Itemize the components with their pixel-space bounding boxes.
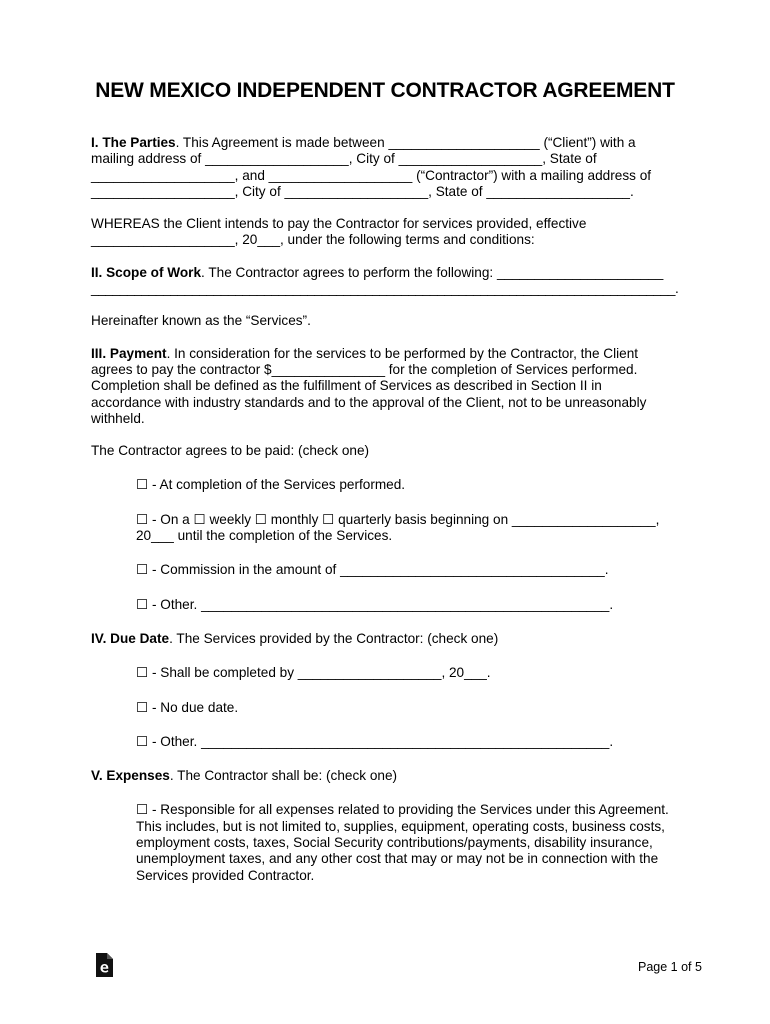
scope-line-2: _________________________________________________________________________________.: [91, 281, 679, 297]
parties-heading: I. The Parties: [91, 135, 176, 150]
scope-heading: II. Scope of Work: [91, 264, 202, 280]
due-date-heading: IV. Due Date: [91, 630, 170, 646]
due-date-option-other[interactable]: ☐ - Other. ______________________________________________________.: [136, 733, 614, 749]
payment-text-1: . In consideration for the services to be performed by the Contractor, the Client: [166, 345, 639, 361]
parties-line-4: ___________________, City of ___________________, State of ___________________.: [91, 183, 634, 199]
due-date-option-none[interactable]: ☐ - No due date.: [136, 699, 239, 715]
scope-text-1: . The Contractor agrees to perform the following: ______________________: [201, 264, 664, 280]
whereas-line-1: WHEREAS the Client intends to pay the Contractor for services provided, effective: [91, 216, 587, 232]
parties-text-1: . This Agreement is made between ____________________ (“Client”) with a: [175, 135, 636, 150]
hereinafter-text: Hereinafter known as the “Services”.: [91, 313, 311, 329]
payment-option-completion[interactable]: ☐ - At completion of the Services performed.: [136, 477, 406, 493]
due-date-text: . The Services provided by the Contractor: (check one): [169, 630, 499, 646]
eforms-logo-icon: [94, 953, 114, 977]
parties-line-3: ___________________, and ___________________ (“Contractor”) with a mailing address of: [91, 167, 652, 183]
payment-option-other[interactable]: ☐ - Other. ______________________________________________________.: [136, 596, 614, 612]
parties-section: [91, 135, 691, 200]
payment-line-5: withheld.: [91, 410, 145, 426]
expenses-line-1: ☐ - Responsible for all expenses related to providing the Services under this Agreement.: [136, 802, 669, 818]
payment-line-1: [91, 346, 691, 362]
payment-option-commission[interactable]: ☐ - Commission in the amount of ___________________________________.: [136, 562, 609, 578]
expenses-line-2: This includes, but is not limited to, supplies, equipment, operating costs, business costs,: [136, 818, 665, 834]
payment-option-periodic-line-1: ☐ - On a ☐ weekly ☐ monthly ☐ quarterly basis beginning on ___________________,: [136, 511, 660, 527]
payment-check-intro: The Contractor agrees to be paid: (check one): [91, 443, 370, 459]
payment-option-periodic-line-2: 20___ until the completion of the Services.: [136, 528, 393, 544]
expenses-line-4: unemployment taxes, and any other cost that may or may not be in connection with the: [136, 851, 659, 867]
parties-line-1: [91, 135, 691, 151]
parties-line-2: mailing address of ___________________, City of ___________________, State of: [91, 151, 597, 167]
expenses-line-5: Services provided Contractor.: [136, 867, 315, 883]
page-number: Page 1 of 5: [638, 960, 702, 974]
expenses-intro: [91, 768, 691, 784]
payment-line-3: Completion shall be defined as the fulfillment of Services as described in Section II in: [91, 378, 602, 394]
whereas-line-2: ___________________, 20___, under the following terms and conditions:: [91, 232, 535, 248]
document-title: NEW MEXICO INDEPENDENT CONTRACTOR AGREEMENT: [95, 79, 675, 102]
payment-line-4: accordance with industry standards and to the approval of the Client, not to be unreasonably: [91, 394, 647, 410]
expenses-option-responsible[interactable]: [136, 802, 691, 883]
whereas-section: [91, 216, 691, 249]
payment-option-periodic[interactable]: [136, 512, 691, 545]
scope-line-1: [91, 265, 691, 281]
expenses-heading: V. Expenses: [91, 768, 170, 784]
scope-section: [91, 265, 691, 298]
document-body: [91, 135, 691, 884]
expenses-line-3: employment costs, taxes, Social Security contributions/payments, disability insurance,: [136, 835, 653, 851]
payment-section: [91, 346, 691, 427]
payment-line-2: agrees to pay the contractor $_______________ for the completion of Services performed.: [91, 361, 638, 377]
due-date-option-completed-by[interactable]: ☐ - Shall be completed by ___________________, 20___.: [136, 665, 491, 681]
due-date-intro: [91, 631, 691, 647]
expenses-text: . The Contractor shall be: (check one): [169, 768, 398, 784]
payment-heading: III. Payment: [91, 345, 167, 361]
